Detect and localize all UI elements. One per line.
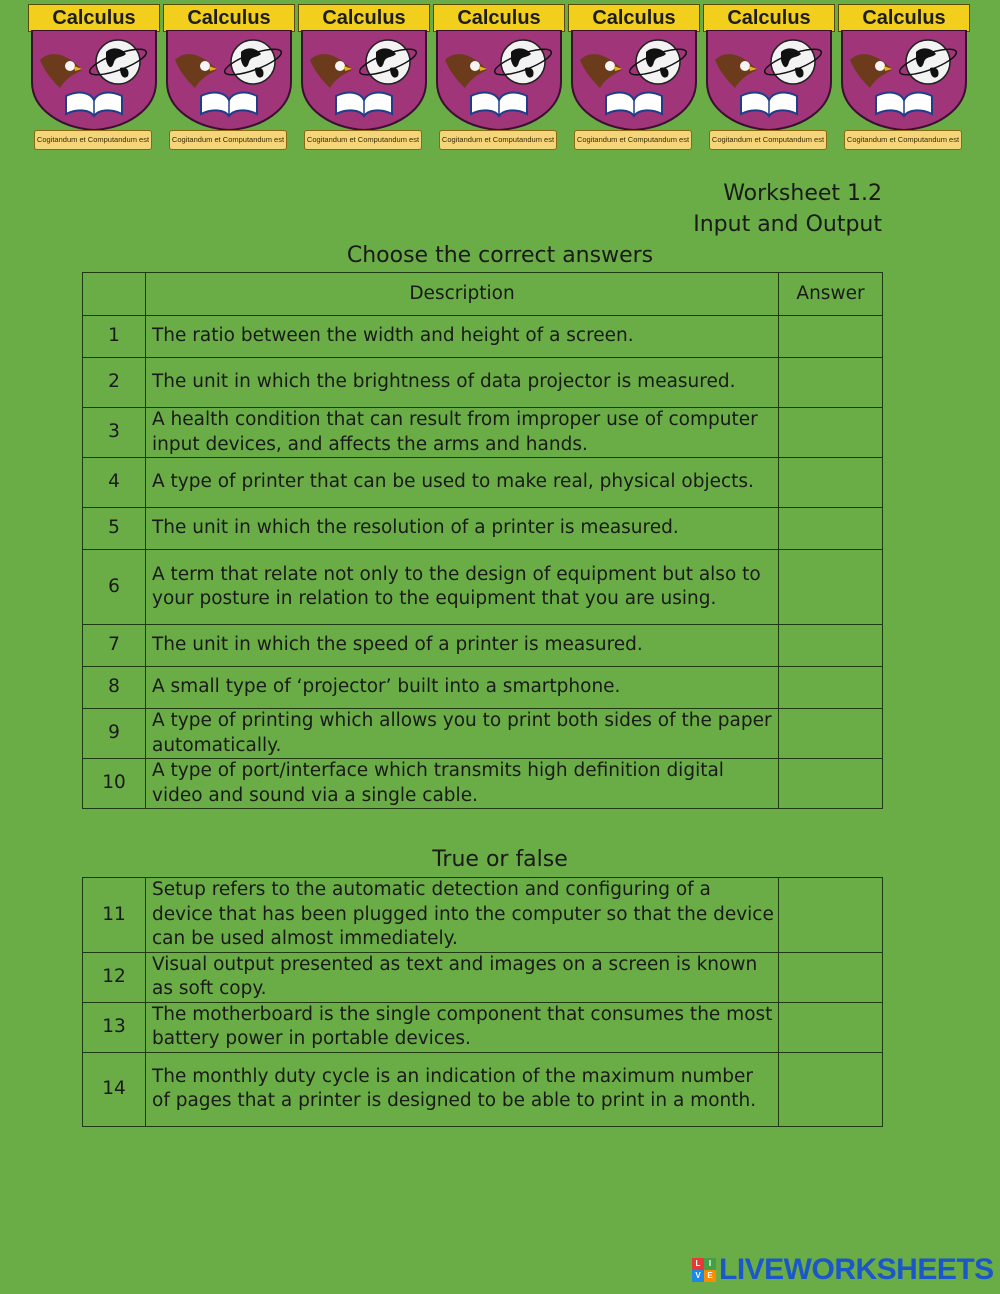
crest-shield-icon [300,30,428,130]
question-text: A type of printer that can be used to make real, physical objects. [146,458,779,508]
question-text: The unit in which the speed of a printer is measured. [146,625,779,667]
question-number: 10 [83,759,146,809]
liveworksheets-brand: LIVEWORKSHEETS [719,1253,994,1286]
crest-banner: Calculus [163,4,295,32]
answer-field[interactable] [779,625,883,667]
question-number: 4 [83,458,146,508]
question-number: 11 [83,878,146,953]
crest-motto: Cogitandum et Computandum est [304,130,422,150]
question-number: 12 [83,952,146,1002]
question-text: A term that relate not only to the design of equipment but also to your posture in relation to the equipment that you are using. [146,550,779,625]
liveworksheets-mark-icon: L I V E [692,1258,716,1282]
crest-motto: Cogitandum et Computandum est [439,130,557,150]
question-text: A health condition that can result from improper use of computer input devices, and affects the arms and hands. [146,408,779,458]
question-text: The ratio between the width and height of a screen. [146,316,779,358]
question-text: The unit in which the resolution of a printer is measured. [146,508,779,550]
crest-shield-icon [705,30,833,130]
question-text: Visual output presented as text and images on a screen is known as soft copy. [146,952,779,1002]
question-text: The monthly duty cycle is an indication of the maximum number of pages that a printer is designed to be able to print in a month. [146,1052,779,1126]
crest-motto: Cogitandum et Computandum est [574,130,692,150]
question-number: 1 [83,316,146,358]
table-row [83,550,883,625]
answer-field[interactable] [779,550,883,625]
question-text: Setup refers to the automatic detection and configuring of a device that has been plugged into the computer so that the device can be used almost immediately. [146,878,779,953]
crest-shield-icon [165,30,293,130]
column-header-description: Description [146,273,779,316]
table-row [83,878,883,953]
worksheet-title: Input and Output [693,212,882,237]
table-row [83,508,883,550]
question-number: 9 [83,709,146,759]
answer-field[interactable] [779,759,883,809]
crest-banner: Calculus [838,4,970,32]
answer-field[interactable] [779,1002,883,1052]
crest-logo [28,4,160,159]
section-title-multiple-choice: Choose the correct answers [346,243,654,268]
table-row [83,408,883,458]
column-header-answer: Answer [779,273,883,316]
answer-field[interactable] [779,952,883,1002]
crest-banner: Calculus [568,4,700,32]
multiple-choice-table [82,272,883,809]
crest-motto: Cogitandum et Computandum est [169,130,287,150]
table-row [83,952,883,1002]
table-row [83,625,883,667]
crest-shield-icon [435,30,563,130]
question-text: A type of printing which allows you to print both sides of the paper automatically. [146,709,779,759]
question-text: A small type of ‘projector’ built into a smartphone. [146,667,779,709]
question-number: 14 [83,1052,146,1126]
table-row [83,759,883,809]
table-row [83,316,883,358]
table-row [83,458,883,508]
table-row [83,709,883,759]
crest-logo [163,4,295,159]
question-text: The motherboard is the single component that consumes the most battery power in portable devices. [146,1002,779,1052]
crest-shield-icon [570,30,698,130]
crest-shield-icon [30,30,158,130]
crest-logo [433,4,565,159]
question-number: 8 [83,667,146,709]
answer-field[interactable] [779,408,883,458]
table-row [83,667,883,709]
crest-logo [838,4,970,159]
crest-shield-icon [840,30,968,130]
crest-logo [703,4,835,159]
question-number: 7 [83,625,146,667]
crest-banner: Calculus [433,4,565,32]
answer-field[interactable] [779,709,883,759]
answer-field[interactable] [779,878,883,953]
worksheet-number: Worksheet 1.2 [723,181,882,206]
answer-field[interactable] [779,316,883,358]
crest-banner: Calculus [298,4,430,32]
true-false-table [82,877,883,1127]
crest-motto: Cogitandum et Computandum est [844,130,962,150]
crest-motto: Cogitandum et Computandum est [709,130,827,150]
question-text: A type of port/interface which transmits high definition digital video and sound via a single cable. [146,759,779,809]
crest-logo [568,4,700,159]
question-number: 2 [83,358,146,408]
table-row [83,358,883,408]
answer-field[interactable] [779,508,883,550]
question-text: The unit in which the brightness of data projector is measured. [146,358,779,408]
section-title-true-false: True or false [432,847,568,872]
table-row [83,1052,883,1126]
answer-field[interactable] [779,458,883,508]
answer-field[interactable] [779,1052,883,1126]
liveworksheets-logo [692,1254,994,1286]
crest-row [28,4,970,159]
crest-banner: Calculus [703,4,835,32]
question-number: 6 [83,550,146,625]
question-number: 5 [83,508,146,550]
answer-field[interactable] [779,358,883,408]
crest-motto: Cogitandum et Computandum est [34,130,152,150]
answer-field[interactable] [779,667,883,709]
crest-banner: Calculus [28,4,160,32]
question-number: 13 [83,1002,146,1052]
column-header-number [83,273,146,316]
table-row [83,1002,883,1052]
crest-logo [298,4,430,159]
question-number: 3 [83,408,146,458]
